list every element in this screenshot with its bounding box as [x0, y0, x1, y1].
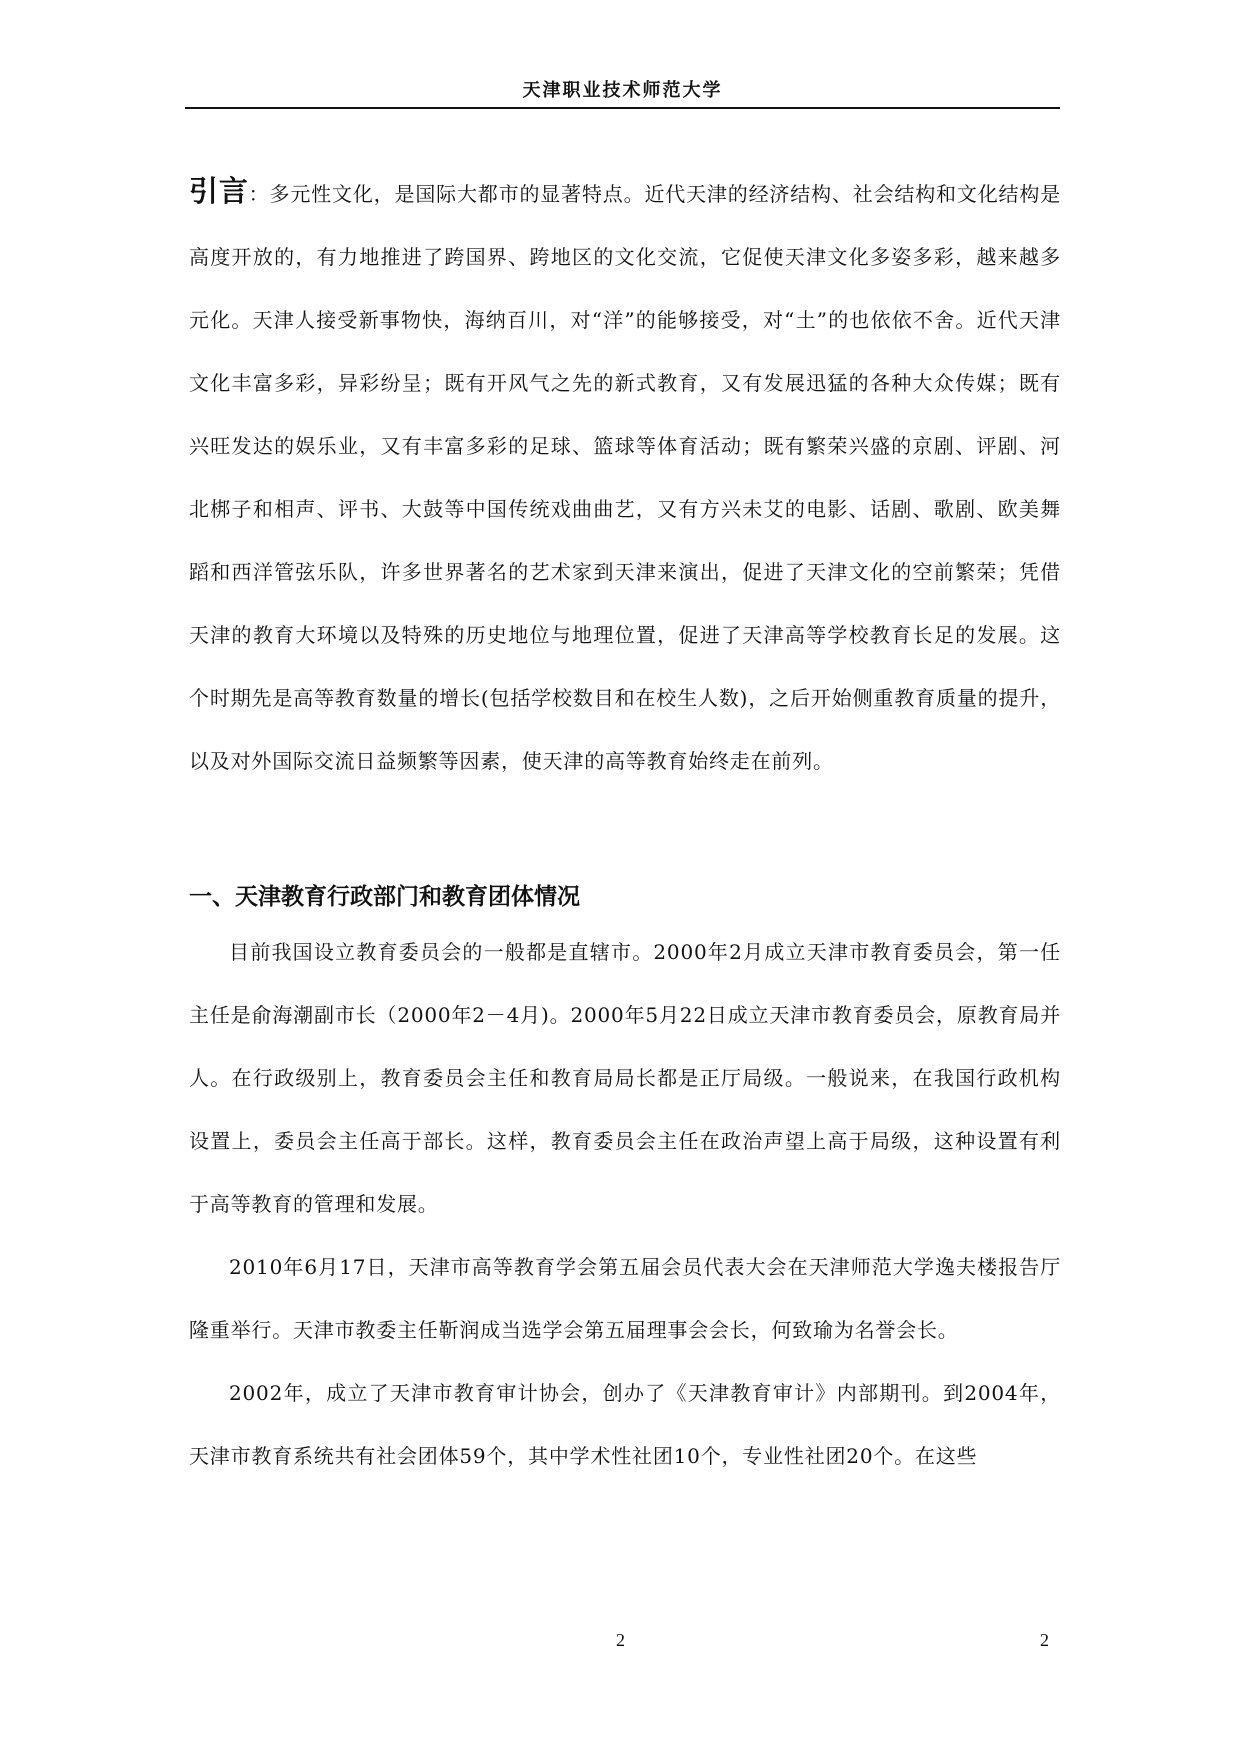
page-number-center: 2	[616, 1630, 625, 1650]
header-divider	[185, 107, 1060, 109]
body-paragraph-2: 2010年6月17日，天津市高等教育学会第五届会员代表大会在天津师范大学逸夫楼报告厅隆重举行。天津市教委主任靳润成当选学会第五届理事会会长，何致瑜为名誉会长。	[189, 1255, 1061, 1342]
intro-label: 引言	[189, 174, 249, 208]
intro-text: 多元性文化，是国际大都市的显著特点。近代天津的经济结构、社会结构和文化结构是高度开放的，有力地推进了跨国界、跨地区的文化交流，它促使天津文化多姿多彩，越来越多元化。天津人接受新事物快，海纳百川，对“洋”的能够接受，对“土”的也依依不舍。近代天津文化丰富多彩，异彩纷呈；既有开风气之先的新式教育，又有发展迅猛的各种大众传媒；既有兴旺发达的娱乐业，又有丰富多彩的足球、篮球等体育活动；既有繁荣兴盛的京剧、评剧、河北梆子和相声、评书、大鼓等中国传统戏曲曲艺，又有方兴未艾的电影、话剧、歌剧、欧美舞蹈和西洋管弦乐队，许多世界著名的艺术家到天津来演出，促进了天津文化的空前繁荣；凭借天津的教育大环境以及特殊的历史地位与地理位置，促进了天津高等学校教育长足的发展。这个时期先是高等教育数量的增长(包括学校数目和在校生人数)，之后开始侧重教育质量的提升，以及对外国际交流日益频繁等因素，使天津的高等教育始终走在前列。	[189, 182, 1061, 773]
page-header-title: 天津职业技术师范大学	[522, 80, 723, 101]
section-heading: 一、天津教育行政部门和教育团体情况	[189, 884, 580, 910]
intro-separator: ：	[248, 182, 270, 206]
intro-paragraph	[189, 160, 1061, 793]
document-body	[189, 160, 1061, 1488]
body-paragraph-1: 目前我国设立教育委员会的一般都是直辖市。2000年2月成立天津市教育委员会，第一任主任是俞海潮副市长（2000年2－4月)。2000年5月22日成立天津市教育委员会，原教育局并人。在行政级别上，教育委员会主任和教育局局长都是正厅局级。一般说来，在我国行政机构设置上，委员会主任高于部长。这样，教育委员会主任在政治声望上高于局级，这种设置有利于高等教育的管理和发展。	[189, 940, 1061, 1216]
page-number-right: 2	[1040, 1630, 1049, 1650]
body-paragraph-3: 2002年，成立了天津市教育审计协会，创办了《天津教育审计》内部期刊。到2004年，天津市教育系统共有社会团体59个，其中学术性社团10个，专业性社团20个。在这些	[189, 1381, 1061, 1468]
